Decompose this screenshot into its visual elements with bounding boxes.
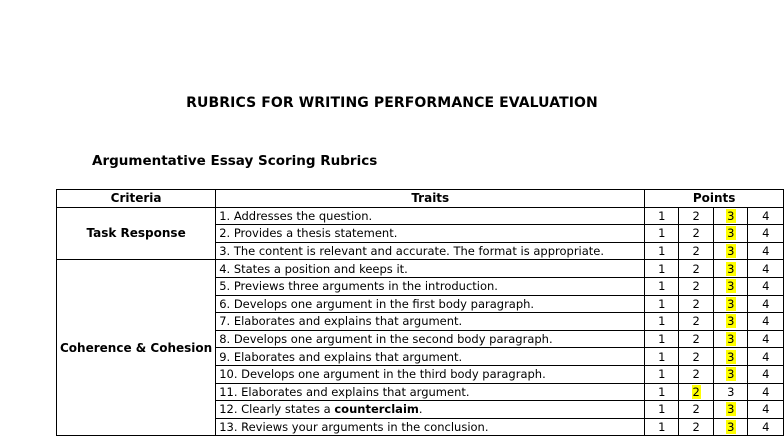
selected-point: 3 <box>727 402 735 417</box>
point-cell-2 <box>679 207 714 225</box>
trait-text: 12. Clearly states a <box>219 402 335 417</box>
point-value: 1 <box>658 420 666 435</box>
point-value: 1 <box>658 208 666 223</box>
trait-cell: 6. Develops one argument in the first body paragraph. <box>216 295 645 313</box>
point-cell-2 <box>679 330 714 348</box>
point-value: 4 <box>762 261 770 276</box>
point-value: 2 <box>692 261 700 276</box>
point-cell-3 <box>714 330 748 348</box>
point-cell-4 <box>748 401 784 419</box>
point-cell-4 <box>748 313 784 331</box>
selected-point: 3 <box>727 367 735 382</box>
point-cell-1 <box>645 418 679 436</box>
point-cell-4 <box>748 383 784 401</box>
point-cell-3 <box>714 207 748 225</box>
point-value: 4 <box>762 349 770 364</box>
point-value: 4 <box>762 402 770 417</box>
selected-point: 3 <box>727 349 735 364</box>
point-cell-4 <box>748 418 784 436</box>
trait-cell <box>216 401 645 419</box>
selected-point: 3 <box>727 420 735 435</box>
point-cell-2 <box>679 401 714 419</box>
point-cell-2 <box>679 225 714 243</box>
selected-point: 3 <box>727 279 735 294</box>
selected-point: 3 <box>727 226 735 241</box>
point-value: 4 <box>762 367 770 382</box>
trait-cell: 9. Elaborates and explains that argument. <box>216 348 645 366</box>
point-value: 1 <box>658 332 666 347</box>
point-cell-1 <box>645 277 679 295</box>
point-cell-1 <box>645 348 679 366</box>
point-cell-1 <box>645 295 679 313</box>
point-cell-2 <box>679 242 714 260</box>
point-cell-2 <box>679 295 714 313</box>
point-value: 2 <box>692 208 700 223</box>
point-cell-4 <box>748 295 784 313</box>
point-cell-4 <box>748 207 784 225</box>
point-value: 2 <box>692 402 700 417</box>
point-cell-1 <box>645 401 679 419</box>
point-value: 1 <box>658 261 666 276</box>
point-value: 1 <box>658 367 666 382</box>
trait-cell: 10. Develops one argument in the third body paragraph. <box>216 365 645 383</box>
point-value: 1 <box>658 314 666 329</box>
selected-point: 3 <box>727 261 735 276</box>
point-value: 1 <box>658 349 666 364</box>
point-cell-3 <box>714 418 748 436</box>
point-cell-1 <box>645 207 679 225</box>
point-value: 1 <box>658 279 666 294</box>
trait-cell: 13. Reviews your arguments in the conclusion. <box>216 418 645 436</box>
point-cell-2 <box>679 383 714 401</box>
point-value: 1 <box>658 226 666 241</box>
point-value: 2 <box>692 226 700 241</box>
trait-cell: 2. Provides a thesis statement. <box>216 225 645 243</box>
point-value: 2 <box>692 244 700 259</box>
point-value: 2 <box>692 367 700 382</box>
selected-point: 3 <box>727 244 735 259</box>
point-value: 4 <box>762 296 770 311</box>
point-cell-4 <box>748 348 784 366</box>
table-row <box>57 207 784 225</box>
point-cell-4 <box>748 242 784 260</box>
point-value: 1 <box>658 244 666 259</box>
point-cell-1 <box>645 225 679 243</box>
rubric-table <box>56 189 784 436</box>
selected-point: 3 <box>727 208 735 223</box>
trait-cell: 11. Elaborates and explains that argument. <box>216 383 645 401</box>
point-cell-3 <box>714 401 748 419</box>
point-cell-3 <box>714 383 748 401</box>
point-cell-1 <box>645 383 679 401</box>
point-cell-3 <box>714 365 748 383</box>
point-cell-4 <box>748 365 784 383</box>
point-value: 2 <box>692 296 700 311</box>
selected-point: 3 <box>727 296 735 311</box>
point-value: 4 <box>762 244 770 259</box>
trait-cell: 4. States a position and keeps it. <box>216 260 645 278</box>
criteria-header: Criteria <box>57 190 216 208</box>
trait-cell: 3. The content is relevant and accurate. The format is appropriate. <box>216 242 645 260</box>
page-title: RUBRICS FOR WRITING PERFORMANCE EVALUATION <box>186 95 598 111</box>
point-value: 2 <box>692 420 700 435</box>
table-header-row <box>57 190 784 208</box>
traits-header: Traits <box>216 190 645 208</box>
points-header: Points <box>645 190 784 208</box>
point-cell-4 <box>748 330 784 348</box>
point-cell-2 <box>679 313 714 331</box>
point-cell-3 <box>714 225 748 243</box>
trait-cell: 7. Elaborates and explains that argument. <box>216 313 645 331</box>
point-cell-2 <box>679 348 714 366</box>
point-cell-2 <box>679 418 714 436</box>
trait-cell: 5. Previews three arguments in the introduction. <box>216 277 645 295</box>
point-cell-3 <box>714 295 748 313</box>
point-value: 3 <box>727 384 735 399</box>
point-cell-2 <box>679 365 714 383</box>
point-cell-4 <box>748 225 784 243</box>
point-value: 2 <box>692 332 700 347</box>
trait-text: . <box>418 402 423 417</box>
point-cell-4 <box>748 260 784 278</box>
point-cell-1 <box>645 365 679 383</box>
point-value: 1 <box>658 296 666 311</box>
point-value: 4 <box>762 332 770 347</box>
point-value: 4 <box>762 314 770 329</box>
trait-cell: 1. Addresses the question. <box>216 207 645 225</box>
point-value: 4 <box>762 279 770 294</box>
point-value: 2 <box>692 279 700 294</box>
point-value: 4 <box>762 384 770 399</box>
point-cell-1 <box>645 242 679 260</box>
criteria-cell: Coherence & Cohesion <box>57 260 216 436</box>
point-value: 2 <box>692 349 700 364</box>
trait-bold-term: counterclaim <box>334 402 419 417</box>
point-cell-3 <box>714 242 748 260</box>
rubric-body <box>57 207 784 436</box>
point-value: 1 <box>658 384 666 399</box>
trait-cell: 8. Develops one argument in the second body paragraph. <box>216 330 645 348</box>
section-title: Argumentative Essay Scoring Rubrics <box>92 153 378 169</box>
point-cell-3 <box>714 348 748 366</box>
point-value: 1 <box>658 402 666 417</box>
criteria-cell: Task Response <box>57 207 216 260</box>
point-cell-1 <box>645 330 679 348</box>
point-cell-2 <box>679 260 714 278</box>
point-value: 2 <box>692 314 700 329</box>
point-cell-3 <box>714 313 748 331</box>
point-cell-4 <box>748 277 784 295</box>
point-value: 4 <box>762 420 770 435</box>
table-row <box>57 260 784 278</box>
point-cell-1 <box>645 313 679 331</box>
point-cell-2 <box>679 277 714 295</box>
selected-point: 3 <box>727 314 735 329</box>
point-value: 4 <box>762 208 770 223</box>
point-cell-3 <box>714 260 748 278</box>
selected-point: 3 <box>727 332 735 347</box>
point-value: 4 <box>762 226 770 241</box>
point-cell-3 <box>714 277 748 295</box>
selected-point: 2 <box>692 384 700 399</box>
point-cell-1 <box>645 260 679 278</box>
